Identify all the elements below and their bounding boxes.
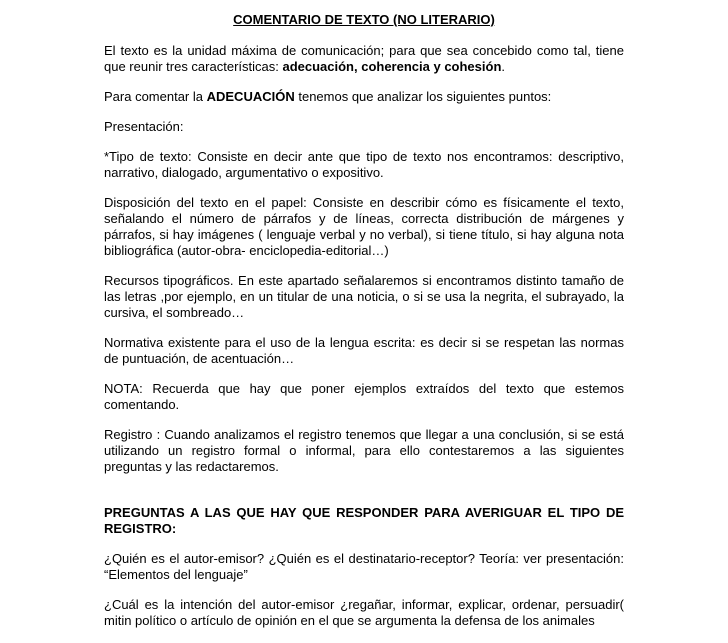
preguntas-heading: PREGUNTAS A LAS QUE HAY QUE RESPONDER PARA AVERIGUAR EL TIPO DE REGISTRO: [104, 505, 624, 536]
document-title: COMENTARIO DE TEXTO (NO LITERARIO) [233, 12, 495, 27]
intro-end: . [501, 59, 506, 74]
recursos-paragraph: Recursos tipográficos. En este apartado señalaremos si encontramos distinto tamaño de las letras ,por ejemplo, en un titular de una noticia, o si se usa la negrita, el subrayado, la cursiva, el sombreado… [104, 273, 624, 320]
intro-paragraph [104, 43, 624, 75]
adecuacion-text-b: tenemos que analizar los siguientes puntos: [294, 89, 552, 104]
intro-bold-text: adecuación, coherencia y cohesión [282, 59, 502, 74]
adecuacion-paragraph [104, 89, 624, 105]
document-page [104, 12, 624, 643]
pregunta-2-paragraph: ¿Cuál es la intención del autor-emisor ¿regañar, informar, explicar, ordenar, persuadir( mitin político o artículo de opinión en el que se argumenta la defensa de los animales [104, 597, 624, 628]
tipo-paragraph: *Tipo de texto: Consiste en decir ante que tipo de texto nos encontramos: descriptivo, narrativo, dialogado, argumentativo o expositivo. [104, 149, 624, 180]
adecuacion-text-a: Para comentar la [104, 89, 207, 104]
adecuacion-bold: ADECUACIÓN [206, 89, 295, 104]
normativa-paragraph: Normativa existente para el uso de la lengua escrita: es decir si se respetan las normas de puntuación, de acentuación… [104, 335, 624, 366]
presentacion-paragraph: Presentación: [104, 119, 184, 134]
pregunta-1-paragraph: ¿Quién es el autor-emisor? ¿Quién es el destinatario-receptor? Teoría: ver presentación: “Elementos del lenguaje” [104, 551, 624, 582]
intro-text: El texto es la unidad máxima de comunicación; para que sea concebido como tal, tiene que reunir tres características: [104, 43, 624, 74]
disposicion-paragraph: Disposición del texto en el papel: Consiste en describir cómo es físicamente el texto, señalando el número de párrafos y de líneas, correcta distribución de márgenes y párrafos, si hay imágenes ( lenguaje verbal y no verbal), si tiene título, si hay alguna nota bibliográfica (autor-obra- enciclopedia-editorial…) [104, 195, 624, 258]
nota-paragraph: NOTA: Recuerda que hay que poner ejemplos extraídos del texto que estemos comentando. [104, 381, 624, 412]
registro-paragraph: Registro : Cuando analizamos el registro tenemos que llegar a una conclusión, si se está utilizando un registro formal o informal, para ello contestaremos a las siguientes preguntas y las redactaremos. [104, 427, 624, 474]
